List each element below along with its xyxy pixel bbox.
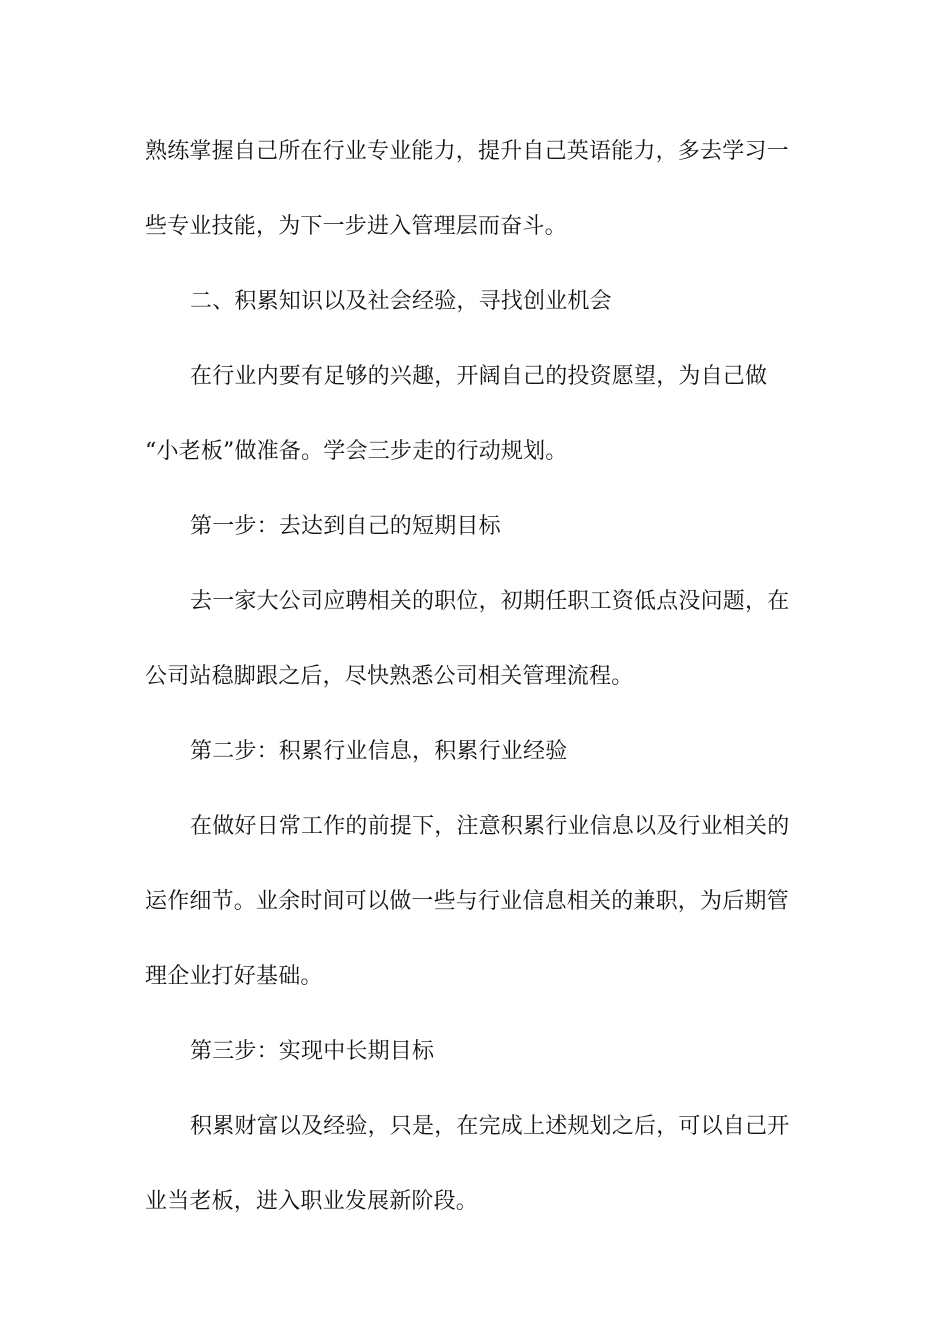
paragraph-line: 去一家大公司应聘相关的职位，初期任职工资低点没问题，在 bbox=[190, 589, 790, 614]
paragraph-line: 公司站稳脚跟之后，尽快熟悉公司相关管理流程。 bbox=[145, 664, 634, 689]
paragraph-line: 积累财富以及经验，只是，在完成上述规划之后，可以自己开 bbox=[190, 1114, 790, 1139]
step-heading: 第三步：实现中长期目标 bbox=[190, 1039, 435, 1064]
section-heading: 二、积累知识以及社会经验，寻找创业机会 bbox=[190, 289, 612, 314]
paragraph-line: 熟练掌握自己所在行业专业能力，提升自己英语能力，多去学习一 bbox=[145, 139, 789, 164]
paragraph-line: 理企业打好基础。 bbox=[145, 964, 323, 989]
paragraph-line: 业当老板，进入职业发展新阶段。 bbox=[145, 1189, 479, 1214]
paragraph-line: 运作细节。业余时间可以做一些与行业信息相关的兼职，为后期管 bbox=[145, 889, 789, 914]
step-heading: 第二步：积累行业信息，积累行业经验 bbox=[190, 739, 568, 764]
step-heading: 第一步：去达到自己的短期目标 bbox=[190, 514, 501, 539]
paragraph-line: 在做好日常工作的前提下，注意积累行业信息以及行业相关的 bbox=[190, 814, 790, 839]
paragraph-line: 在行业内要有足够的兴趣，开阔自己的投资愿望，为自己做 bbox=[190, 364, 768, 389]
paragraph-line: 些专业技能，为下一步进入管理层而奋斗。 bbox=[145, 214, 567, 239]
paragraph-line: “小老板”做准备。学会三步走的行动规划。 bbox=[145, 439, 568, 464]
